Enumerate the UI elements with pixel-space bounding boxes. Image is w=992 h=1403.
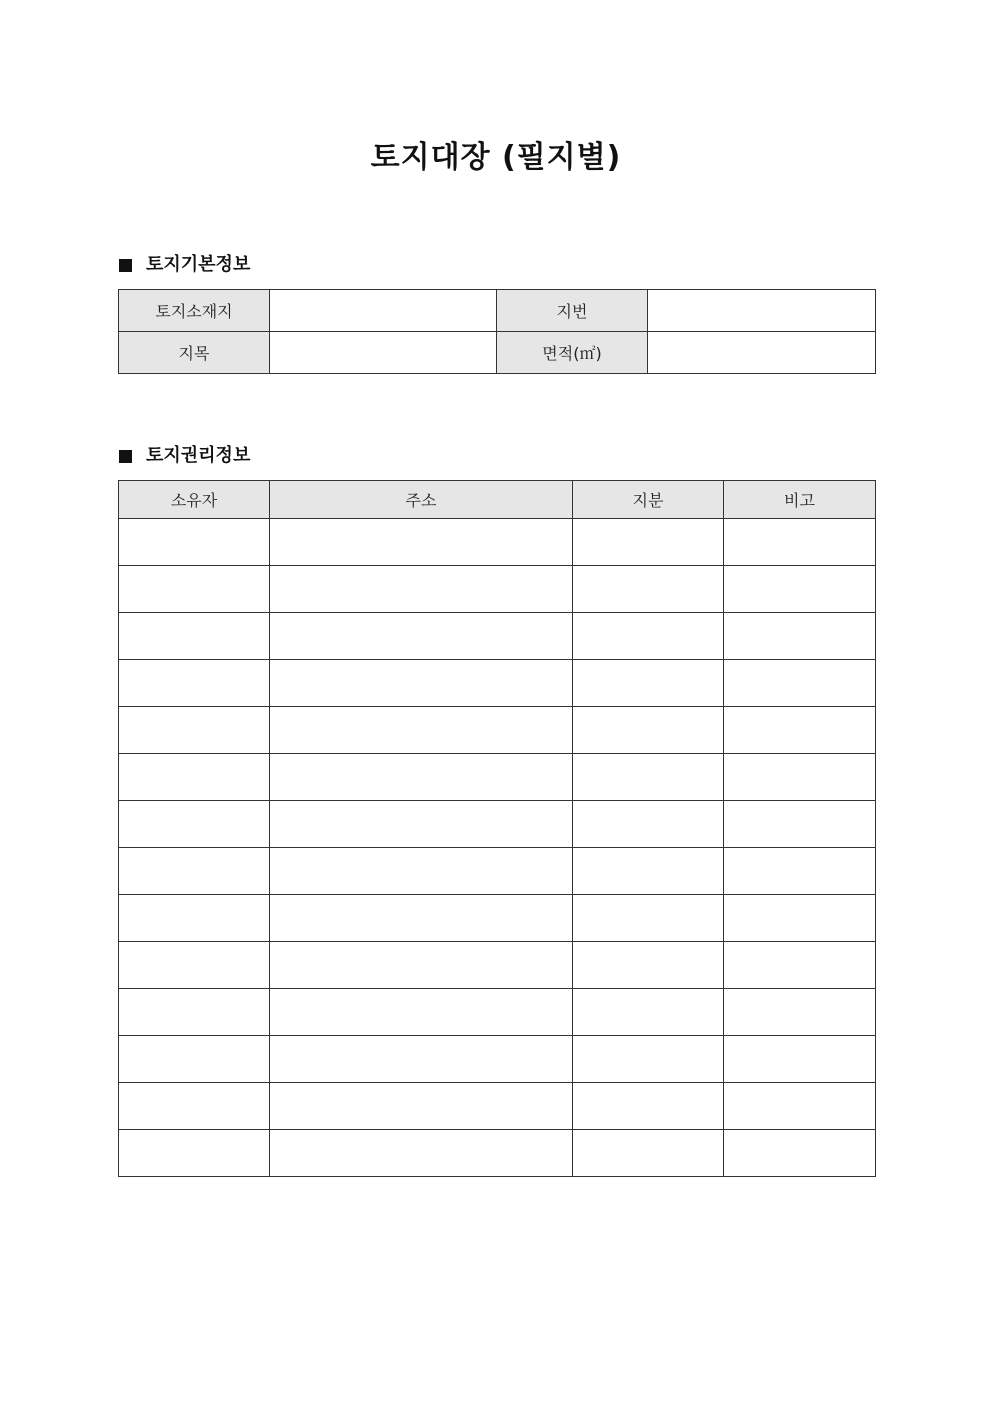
share-cell[interactable]: [573, 754, 724, 801]
table-row: [119, 1130, 876, 1177]
owner-cell[interactable]: [119, 566, 270, 613]
rights-info-heading: [119, 443, 250, 469]
address-cell[interactable]: [270, 989, 573, 1036]
owner-cell[interactable]: [119, 519, 270, 566]
share-cell[interactable]: [573, 989, 724, 1036]
table-row: [119, 1083, 876, 1130]
share-cell[interactable]: [573, 1083, 724, 1130]
address-cell[interactable]: [270, 848, 573, 895]
square-bullet-icon: [119, 450, 132, 463]
remarks-cell[interactable]: [724, 660, 876, 707]
location-field[interactable]: [270, 290, 497, 332]
address-cell[interactable]: [270, 895, 573, 942]
table-row: [119, 848, 876, 895]
remarks-cell[interactable]: [724, 989, 876, 1036]
address-cell[interactable]: [270, 1083, 573, 1130]
share-cell[interactable]: [573, 1036, 724, 1083]
location-label: 토지소재지: [119, 290, 270, 332]
owner-cell[interactable]: [119, 707, 270, 754]
table-row: [119, 942, 876, 989]
owner-cell[interactable]: [119, 848, 270, 895]
remarks-cell[interactable]: [724, 1130, 876, 1177]
owner-cell[interactable]: [119, 989, 270, 1036]
share-cell[interactable]: [573, 660, 724, 707]
table-row: [119, 801, 876, 848]
remarks-cell[interactable]: [724, 801, 876, 848]
rights-info-table: [118, 480, 876, 1177]
remarks-cell[interactable]: [724, 754, 876, 801]
table-row: [119, 754, 876, 801]
remarks-cell[interactable]: [724, 848, 876, 895]
owner-cell[interactable]: [119, 942, 270, 989]
remarks-cell[interactable]: [724, 895, 876, 942]
basic-info-row: [119, 290, 876, 332]
address-cell[interactable]: [270, 1130, 573, 1177]
lot-number-field[interactable]: [648, 290, 876, 332]
address-column-header: 주소: [270, 481, 573, 519]
address-cell[interactable]: [270, 1036, 573, 1083]
owner-cell[interactable]: [119, 660, 270, 707]
owner-cell[interactable]: [119, 1036, 270, 1083]
address-cell[interactable]: [270, 566, 573, 613]
rights-info-heading-text: 토지권리정보: [146, 445, 251, 466]
table-row: [119, 660, 876, 707]
table-row: [119, 989, 876, 1036]
area-field[interactable]: [648, 332, 876, 374]
table-row: [119, 707, 876, 754]
remarks-column-header: 비고: [724, 481, 876, 519]
address-cell[interactable]: [270, 707, 573, 754]
square-bullet-icon: [119, 259, 132, 272]
basic-info-heading: [119, 252, 250, 278]
basic-info-row: [119, 332, 876, 374]
address-cell[interactable]: [270, 613, 573, 660]
address-cell[interactable]: [270, 942, 573, 989]
basic-info-table: [118, 289, 876, 374]
table-row: [119, 519, 876, 566]
remarks-cell[interactable]: [724, 942, 876, 989]
share-cell[interactable]: [573, 1130, 724, 1177]
table-row: [119, 613, 876, 660]
owner-cell[interactable]: [119, 754, 270, 801]
owner-cell[interactable]: [119, 801, 270, 848]
owner-column-header: 소유자: [119, 481, 270, 519]
address-cell[interactable]: [270, 519, 573, 566]
land-category-field[interactable]: [270, 332, 497, 374]
owner-cell[interactable]: [119, 613, 270, 660]
remarks-cell[interactable]: [724, 1036, 876, 1083]
basic-info-heading-text: 토지기본정보: [146, 254, 251, 275]
share-cell[interactable]: [573, 519, 724, 566]
share-cell[interactable]: [573, 942, 724, 989]
remarks-cell[interactable]: [724, 1083, 876, 1130]
owner-cell[interactable]: [119, 1083, 270, 1130]
area-label: 면적(㎡): [497, 332, 648, 374]
owner-cell[interactable]: [119, 1130, 270, 1177]
share-cell[interactable]: [573, 801, 724, 848]
address-cell[interactable]: [270, 660, 573, 707]
table-row: [119, 566, 876, 613]
share-cell[interactable]: [573, 707, 724, 754]
remarks-cell[interactable]: [724, 613, 876, 660]
share-cell[interactable]: [573, 613, 724, 660]
remarks-cell[interactable]: [724, 707, 876, 754]
share-cell[interactable]: [573, 895, 724, 942]
remarks-cell[interactable]: [724, 519, 876, 566]
lot-number-label: 지번: [497, 290, 648, 332]
share-cell[interactable]: [573, 848, 724, 895]
document-title: 토지대장 (필지별): [370, 140, 622, 175]
share-cell[interactable]: [573, 566, 724, 613]
land-category-label: 지목: [119, 332, 270, 374]
address-cell[interactable]: [270, 754, 573, 801]
table-row: [119, 1036, 876, 1083]
rights-header-row: [119, 481, 876, 519]
share-column-header: 지분: [573, 481, 724, 519]
table-row: [119, 895, 876, 942]
owner-cell[interactable]: [119, 895, 270, 942]
address-cell[interactable]: [270, 801, 573, 848]
remarks-cell[interactable]: [724, 566, 876, 613]
